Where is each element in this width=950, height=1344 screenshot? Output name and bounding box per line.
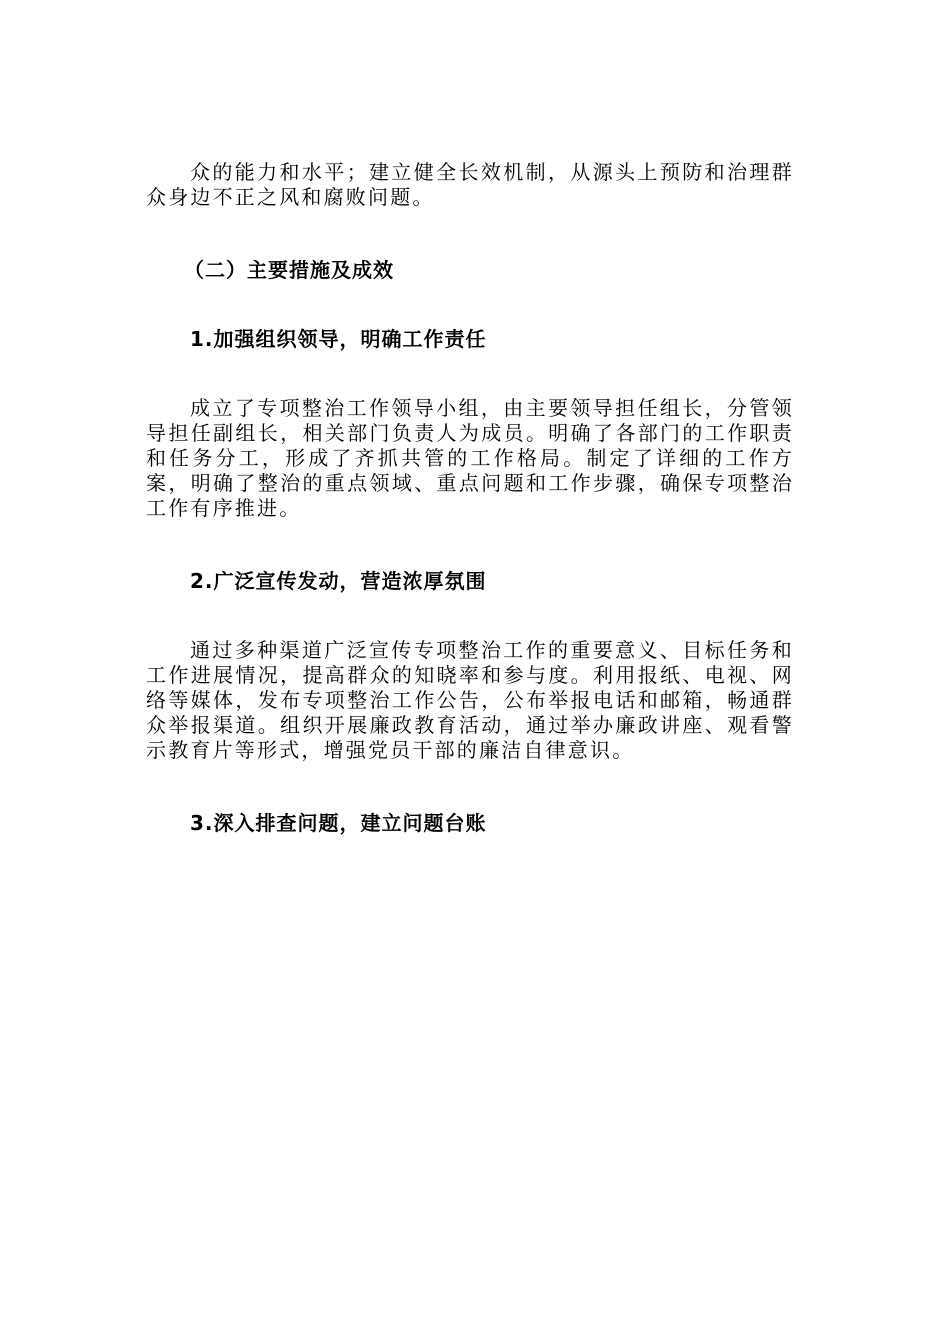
spacer	[146, 352, 794, 396]
spacer	[146, 521, 794, 569]
subsection-body-1: 成立了专项整治工作领导小组，由主要领导担任组长，分管领导担任副组长，相关部门负责人为成员。明确了各部门的工作职责和任务分工，形成了齐抓共管的工作格局。制定了详细的工作方案，明确了整治的重点领域、重点问题和工作步骤，确保专项整治工作有序推进。	[146, 396, 794, 520]
subsection-heading-2: 2.广泛宣传发动，营造浓厚氛围	[190, 569, 487, 593]
document-body	[146, 160, 794, 836]
subsection-heading-3: 3.深入排查问题，建立问题台账	[190, 811, 487, 835]
spacer	[146, 763, 794, 811]
spacer	[146, 283, 794, 327]
spacer	[146, 210, 794, 258]
intro-paragraph: 众的能力和水平；建立健全长效机制，从源头上预防和治理群众身边不正之风和腐败问题。	[146, 160, 794, 209]
spacer	[146, 594, 794, 638]
section-heading: （二）主要措施及成效	[184, 258, 394, 282]
subsection-body-2: 通过多种渠道广泛宣传专项整治工作的重要意义、目标任务和工作进展情况，提高群众的知晓率和参与度。利用报纸、电视、网络等媒体，发布专项整治工作公告，公布举报电话和邮箱，畅通群众举报渠道。组织开展廉政教育活动，通过举办廉政讲座、观看警示教育片等形式，增强党员干部的廉洁自律意识。	[146, 638, 794, 762]
subsection-heading-1: 1.加强组织领导，明确工作责任	[190, 327, 487, 351]
